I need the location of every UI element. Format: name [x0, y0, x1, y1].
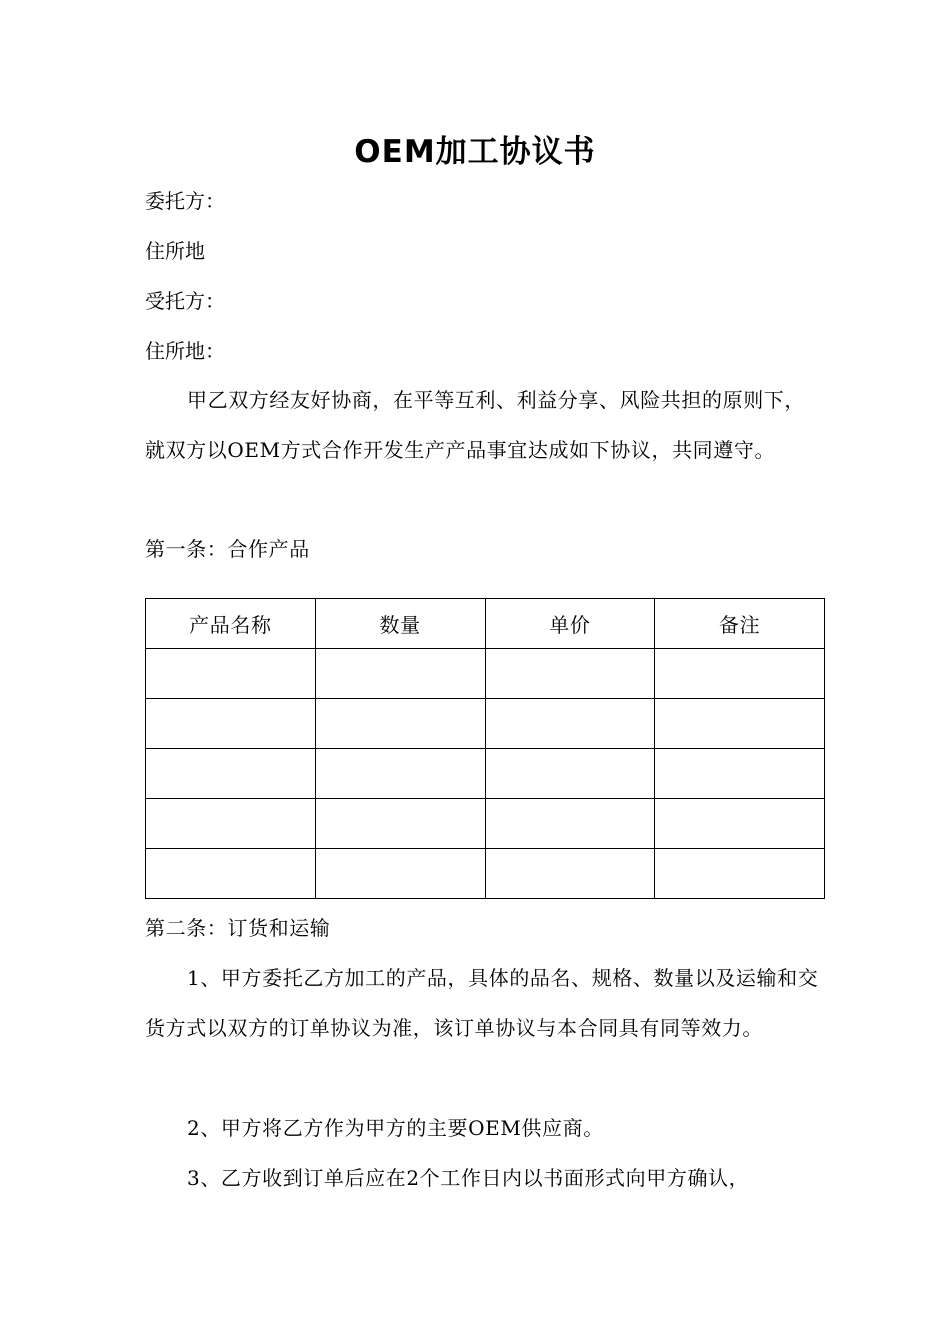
article2-clause-2: 2、甲方将乙方作为甲方的主要OEM供应商。 — [187, 1116, 604, 1140]
article2-heading: 第二条：订货和运输 — [145, 916, 331, 940]
preamble-paragraph: 甲乙双方经友好协商，在平等互利、利益分享、风险共担的原则下，就双方以OEM方式合作开发生产产品事宜达成如下协议，共同遵守。 — [145, 388, 805, 462]
product-table — [145, 598, 825, 899]
table-row — [146, 699, 825, 749]
table-cell[interactable] — [485, 849, 655, 899]
contractor-label: 受托方： — [145, 289, 225, 313]
client-address-label: 住所地 — [145, 239, 205, 263]
table-cell[interactable] — [315, 849, 485, 899]
column-header-remarks: 备注 — [655, 599, 825, 649]
table-header-row — [146, 599, 825, 649]
table-cell[interactable] — [485, 649, 655, 699]
article2-clause-1: 1、甲方委托乙方加工的产品，具体的品名、规格、数量以及运输和交货方式以双方的订单协议为准，该订单协议与本合同具有同等效力。 — [145, 966, 819, 1040]
table-cell[interactable] — [146, 649, 316, 699]
table-cell[interactable] — [146, 849, 316, 899]
table-cell[interactable] — [655, 849, 825, 899]
table-cell[interactable] — [315, 649, 485, 699]
table-cell[interactable] — [655, 649, 825, 699]
table-cell[interactable] — [315, 799, 485, 849]
contractor-address-label: 住所地： — [145, 339, 225, 363]
table-cell[interactable] — [146, 699, 316, 749]
table-cell[interactable] — [655, 699, 825, 749]
column-header-quantity: 数量 — [315, 599, 485, 649]
article2-clause-3: 3、乙方收到订单后应在2个工作日内以书面形式向甲方确认， — [187, 1166, 750, 1190]
table-cell[interactable] — [655, 749, 825, 799]
table-row — [146, 849, 825, 899]
column-header-product-name: 产品名称 — [146, 599, 316, 649]
table-cell[interactable] — [485, 799, 655, 849]
table-cell[interactable] — [655, 799, 825, 849]
table-cell[interactable] — [485, 699, 655, 749]
table-row — [146, 749, 825, 799]
document-title: OEM加工协议书 — [354, 134, 596, 170]
table-cell[interactable] — [485, 749, 655, 799]
table-cell[interactable] — [146, 749, 316, 799]
table-row — [146, 799, 825, 849]
column-header-unit-price: 单价 — [485, 599, 655, 649]
table-cell[interactable] — [146, 799, 316, 849]
article1-heading: 第一条：合作产品 — [145, 537, 310, 561]
client-label: 委托方： — [145, 189, 225, 213]
table-cell[interactable] — [315, 699, 485, 749]
table-row — [146, 649, 825, 699]
table-cell[interactable] — [315, 749, 485, 799]
